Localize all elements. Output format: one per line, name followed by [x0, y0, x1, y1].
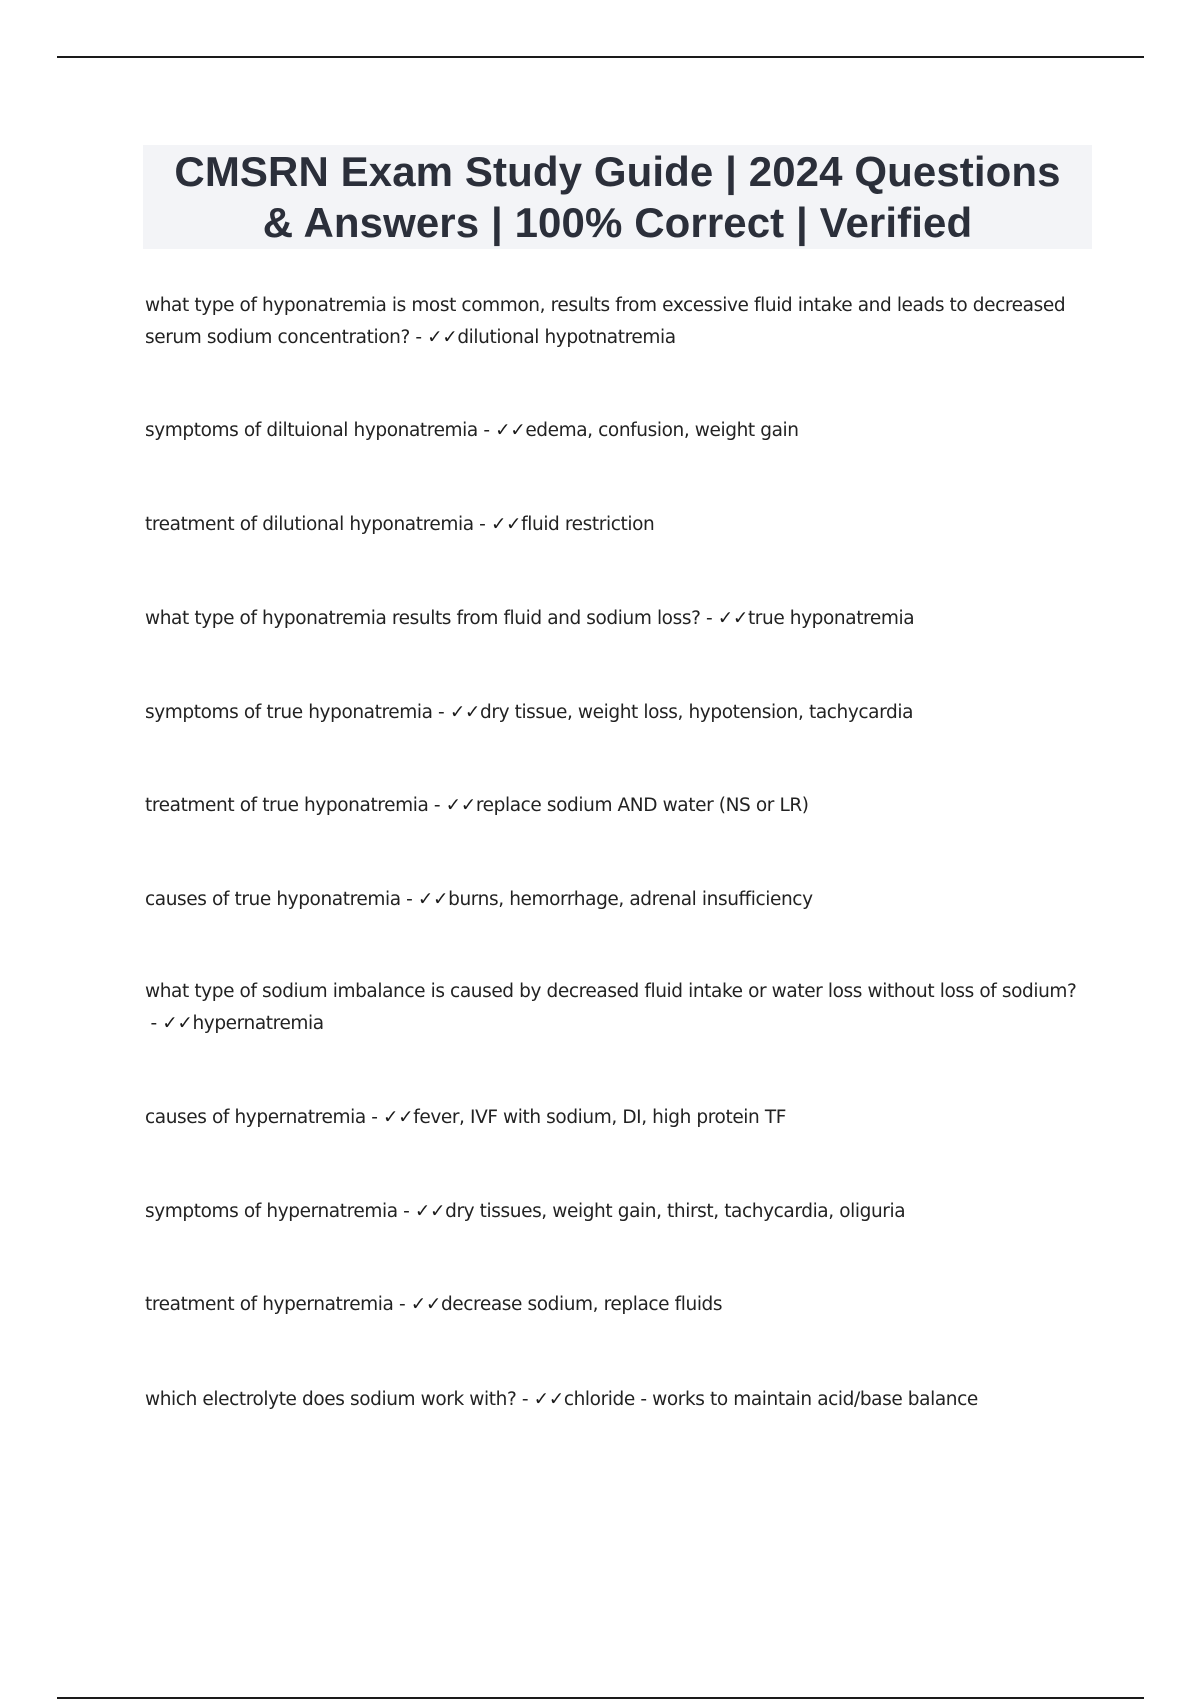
answer-text: fluid restriction: [521, 514, 655, 535]
title-line-1: CMSRN Exam Study Guide | 2024 Questions: [174, 148, 1061, 195]
double-check-icon: ✓✓: [495, 420, 526, 441]
question-text: causes of true hyponatremia: [145, 889, 401, 910]
question-text: what type of hyponatremia results from fluid and sodium loss?: [145, 608, 701, 629]
question-text: what type of hyponatremia is most common, results from excessive fluid intake and leads to decreased serum sodium concentration?: [145, 295, 1066, 348]
question-text: causes of hypernatremia: [145, 1107, 366, 1128]
separator: -: [145, 1013, 163, 1034]
answer-text: burns, hemorrhage, adrenal insufficiency: [448, 889, 813, 910]
qa-item: [145, 290, 1095, 354]
answer-text: true hyponatremia: [747, 608, 915, 629]
question-text: what type of sodium imbalance is caused by decreased fluid intake or water loss without loss of sodium?: [145, 981, 1077, 1002]
question-text: symptoms of true hyponatremia: [145, 702, 433, 723]
answer-text: dry tissues, weight gain, thirst, tachycardia, oliguria: [445, 1201, 906, 1222]
qa-item: [145, 1384, 1095, 1416]
qa-item: [145, 509, 1095, 541]
qa-item: [145, 1102, 1095, 1134]
qa-item: [145, 884, 1095, 916]
answer-text: edema, confusion, weight gain: [525, 420, 799, 441]
qa-item: [145, 415, 1095, 447]
question-text: symptoms of hypernatremia: [145, 1201, 398, 1222]
question-text: treatment of hypernatremia: [145, 1294, 394, 1315]
answer-text: hypernatremia: [192, 1013, 324, 1034]
double-check-icon: ✓✓: [427, 327, 458, 348]
question-text: which electrolyte does sodium work with?: [145, 1389, 517, 1410]
question-text: symptoms of diltuional hyponatremia: [145, 420, 478, 441]
qa-item: [145, 790, 1095, 822]
answer-text: dry tissue, weight loss, hypotension, tachycardia: [480, 702, 914, 723]
double-check-icon: ✓✓: [445, 795, 476, 816]
separator: -: [409, 327, 428, 348]
separator: -: [397, 1201, 415, 1222]
answer-text: fever, IVF with sodium, DI, high protein TF: [413, 1107, 786, 1128]
question-text: treatment of true hyponatremia: [145, 795, 429, 816]
answer-text: chloride - works to maintain acid/base balance: [563, 1389, 978, 1410]
double-check-icon: ✓✓: [490, 514, 522, 535]
title-line-2: & Answers | 100% Correct | Verified: [262, 199, 973, 246]
separator: -: [516, 1389, 534, 1410]
answer-text: dilutional hypotnatremia: [457, 327, 676, 348]
double-check-icon: ✓✓: [449, 702, 481, 723]
double-check-icon: ✓✓: [410, 1294, 441, 1315]
qa-item: [145, 976, 1095, 1040]
double-check-icon: ✓✓: [383, 1107, 414, 1128]
double-check-icon: ✓✓: [717, 608, 748, 629]
qa-item: [145, 1196, 1095, 1228]
double-check-icon: ✓✓: [417, 889, 449, 910]
qa-item: [145, 603, 1095, 635]
question-text: treatment of dilutional hyponatremia: [145, 514, 474, 535]
separator: -: [473, 514, 491, 535]
answer-text: replace sodium AND water (NS or LR): [475, 795, 809, 816]
title-banner: [143, 145, 1092, 249]
separator: -: [393, 1294, 411, 1315]
double-check-icon: ✓✓: [162, 1013, 193, 1034]
qa-item: [145, 1289, 1095, 1321]
document-title: [174, 146, 1060, 248]
qa-item: [145, 697, 1095, 729]
separator: -: [477, 420, 496, 441]
separator: -: [700, 608, 718, 629]
separator: -: [428, 795, 446, 816]
double-check-icon: ✓✓: [533, 1389, 564, 1410]
top-divider: [57, 56, 1144, 58]
double-check-icon: ✓✓: [414, 1201, 446, 1222]
separator: -: [365, 1107, 384, 1128]
bottom-divider: [57, 1697, 1144, 1699]
separator: -: [400, 889, 418, 910]
answer-text: decrease sodium, replace fluids: [440, 1294, 723, 1315]
separator: -: [432, 702, 450, 723]
